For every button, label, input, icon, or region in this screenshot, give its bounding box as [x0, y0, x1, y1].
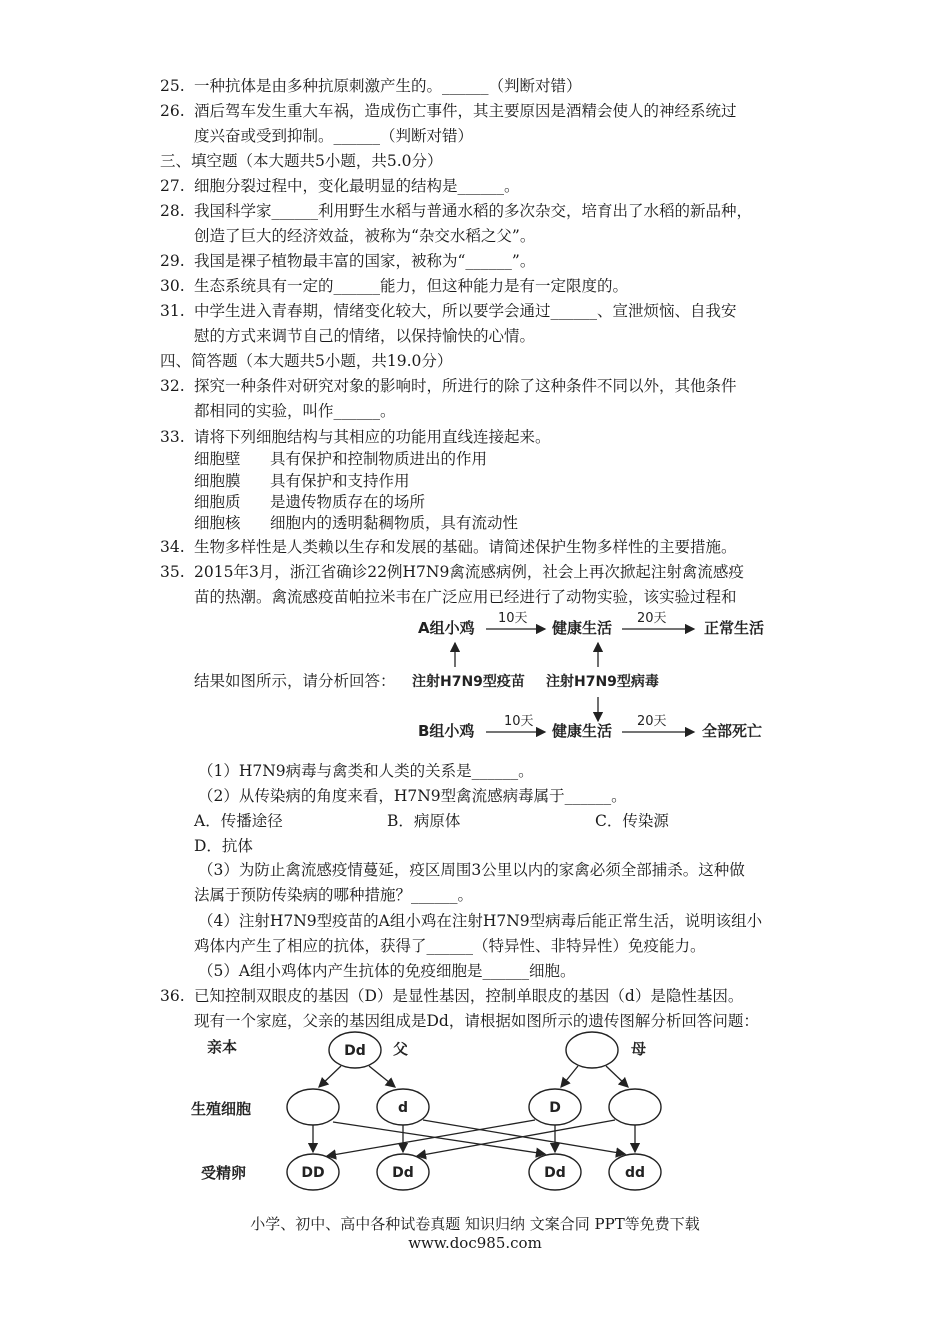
question-text: 酒后驾车发生重大车祸，造成伤亡事件，其主要原因是酒精会使人的神经系统过: [194, 102, 737, 120]
question-number: 34.: [160, 538, 185, 556]
father-label: 父: [393, 1040, 409, 1058]
experiment-diagram: [400, 605, 790, 750]
days-label: 10天: [504, 714, 534, 729]
question-text: 请将下列细胞结构与其相应的功能用直线连接起来。: [194, 428, 551, 446]
section-heading: 四、简答题（本大题共5小题，共19.0分）: [160, 352, 453, 370]
all-dead-label: 全部死亡: [702, 722, 763, 740]
gamete-cell: [287, 1089, 339, 1125]
arrow: [319, 1066, 341, 1087]
sub-question-4-cont: 鸡体内产生了相应的抗体，获得了______（特异性、非特异性）免疫能力。: [194, 937, 706, 955]
function-label: 具有保护和支持作用: [270, 472, 410, 490]
arrow: [369, 1066, 395, 1087]
question-text: 我国科学家______利用野生水稻与普通水稻的多次杂交，培育出了水稻的新品种，: [194, 202, 753, 220]
question-text: 细胞分裂过程中，变化最明显的结构是______。: [194, 177, 520, 195]
sub-question-3: （3）为防止禽流感疫情蔓延，疫区周围3公里以内的家禽必须全部捕杀。这种做: [198, 861, 745, 879]
option-b: B．病原体: [387, 812, 461, 830]
sub-question-2: （2）从传染病的角度来看，H7N9型禽流感病毒属于______。: [198, 787, 627, 805]
structure-label: 细胞壁: [194, 450, 241, 468]
option-a: A．传播途径: [194, 812, 283, 830]
question-number: 31.: [160, 302, 185, 320]
question-number: 32.: [160, 377, 185, 395]
question-number: 35.: [160, 563, 185, 581]
function-label: 具有保护和控制物质进出的作用: [270, 450, 488, 468]
question-number: 26.: [160, 102, 185, 120]
question-text: 结果如图所示，请分析回答：: [194, 672, 396, 690]
gamete-genotype: d: [397, 1100, 409, 1116]
days-label: 20天: [637, 611, 667, 626]
question-text: 慰的方式来调节自己的情绪，以保持愉快的心情。: [194, 327, 536, 345]
option-c: C．传染源: [595, 812, 669, 830]
structure-label: 细胞核: [194, 514, 241, 532]
question-text: 创造了巨大的经济效益，被称为“杂交水稻之父”。: [194, 227, 536, 245]
structure-label: 细胞膜: [194, 472, 241, 490]
zygote-genotype: Dd: [544, 1165, 566, 1181]
gamete-genotype: D: [549, 1100, 561, 1116]
healthy-label: 健康生活: [552, 722, 613, 740]
question-text: 2015年3月，浙江省确诊22例H7N9禽流感病例，社会上再次掀起注射禽流感疫: [194, 563, 744, 581]
healthy-label: 健康生活: [552, 619, 613, 637]
question-text: 度兴奋或受到抑制。______（判断对错）: [194, 127, 474, 145]
group-a-label: A组小鸡: [418, 619, 475, 637]
sub-question-1: （1）H7N9病毒与禽类和人类的关系是______。: [198, 762, 534, 780]
vaccine-label: 注射H7N9型疫苗: [412, 674, 525, 690]
question-number: 27.: [160, 177, 185, 195]
footer-url[interactable]: www.doc985.com: [408, 1234, 542, 1252]
normal-label: 正常生活: [704, 619, 765, 637]
question-text: 已知控制双眼皮的基因（D）是显性基因，控制单眼皮的基因（d）是隐性基因。: [194, 987, 744, 1005]
question-text: 生态系统具有一定的______能力，但这种能力是有一定限度的。: [194, 277, 629, 295]
father-genotype: Dd: [344, 1043, 366, 1059]
question-number: 36.: [160, 987, 185, 1005]
zygote-genotype: dd: [624, 1165, 646, 1181]
zygotes-label: 受精卵: [201, 1164, 247, 1182]
zygote-genotype: Dd: [392, 1165, 414, 1181]
question-number: 28.: [160, 202, 185, 220]
question-number: 29.: [160, 252, 185, 270]
question-text: 苗的热潮。禽流感疫苗帕拉米韦在广泛应用已经进行了动物实验，该实验过程和: [194, 588, 737, 606]
days-label: 10天: [498, 611, 528, 626]
mother-label: 母: [631, 1040, 647, 1058]
gametes-label: 生殖细胞: [191, 1100, 252, 1118]
question-number: 30.: [160, 277, 185, 295]
option-d: D．抗体: [194, 837, 253, 855]
parents-label: 亲本: [207, 1038, 238, 1056]
function-label: 是遗传物质存在的场所: [270, 493, 426, 511]
function-label: 细胞内的透明黏稠物质，具有流动性: [270, 514, 519, 532]
zygote-genotype: DD: [301, 1165, 325, 1181]
footer-text: 小学、初中、高中各种试卷真题 知识归纳 文案合同 PPT等免费下载: [250, 1215, 700, 1233]
mother-cell: [566, 1032, 618, 1068]
virus-label: 注射H7N9型病毒: [546, 674, 659, 690]
question-text: 我国是裸子植物最丰富的国家，被称为“______”。: [194, 252, 536, 270]
sub-question-3-cont: 法属于预防传染病的哪种措施？______。: [194, 886, 474, 904]
question-text: 探究一种条件对研究对象的影响时，所进行的除了这种条件不同以外，其他条件: [194, 377, 737, 395]
structure-label: 细胞质: [194, 493, 241, 511]
question-text: 都相同的实验，叫作______。: [194, 402, 396, 420]
arrow: [606, 1066, 628, 1087]
question-text: 生物多样性是人类赖以生存和发展的基础。请简述保护生物多样性的主要措施。: [194, 538, 737, 556]
arrow: [417, 1120, 615, 1156]
gamete-cell: [609, 1089, 661, 1125]
genetics-diagram: [185, 1030, 705, 1195]
question-number: 25.: [160, 77, 185, 95]
group-b-label: B组小鸡: [418, 722, 475, 740]
arrow: [561, 1066, 578, 1087]
question-text: 现有一个家庭，父亲的基因组成是Dd，请根据如图所示的遗传图解分析回答问题：: [194, 1012, 759, 1030]
question-text: 中学生进入青春期，情绪变化较大，所以要学会通过______、宣泄烦恼、自我安: [194, 302, 737, 320]
section-heading: 三、填空题（本大题共5小题，共5.0分）: [160, 152, 443, 170]
days-label: 20天: [637, 714, 667, 729]
question-text: 一种抗体是由多种抗原刺激产生的。______（判断对错）: [194, 77, 582, 95]
sub-question-5: （5）A组小鸡体内产生抗体的免疫细胞是______细胞。: [198, 962, 576, 980]
sub-question-4: （4）注射H7N9型疫苗的A组小鸡在注射H7N9型病毒后能正常生活，说明该组小: [198, 912, 763, 930]
question-number: 33.: [160, 428, 185, 446]
